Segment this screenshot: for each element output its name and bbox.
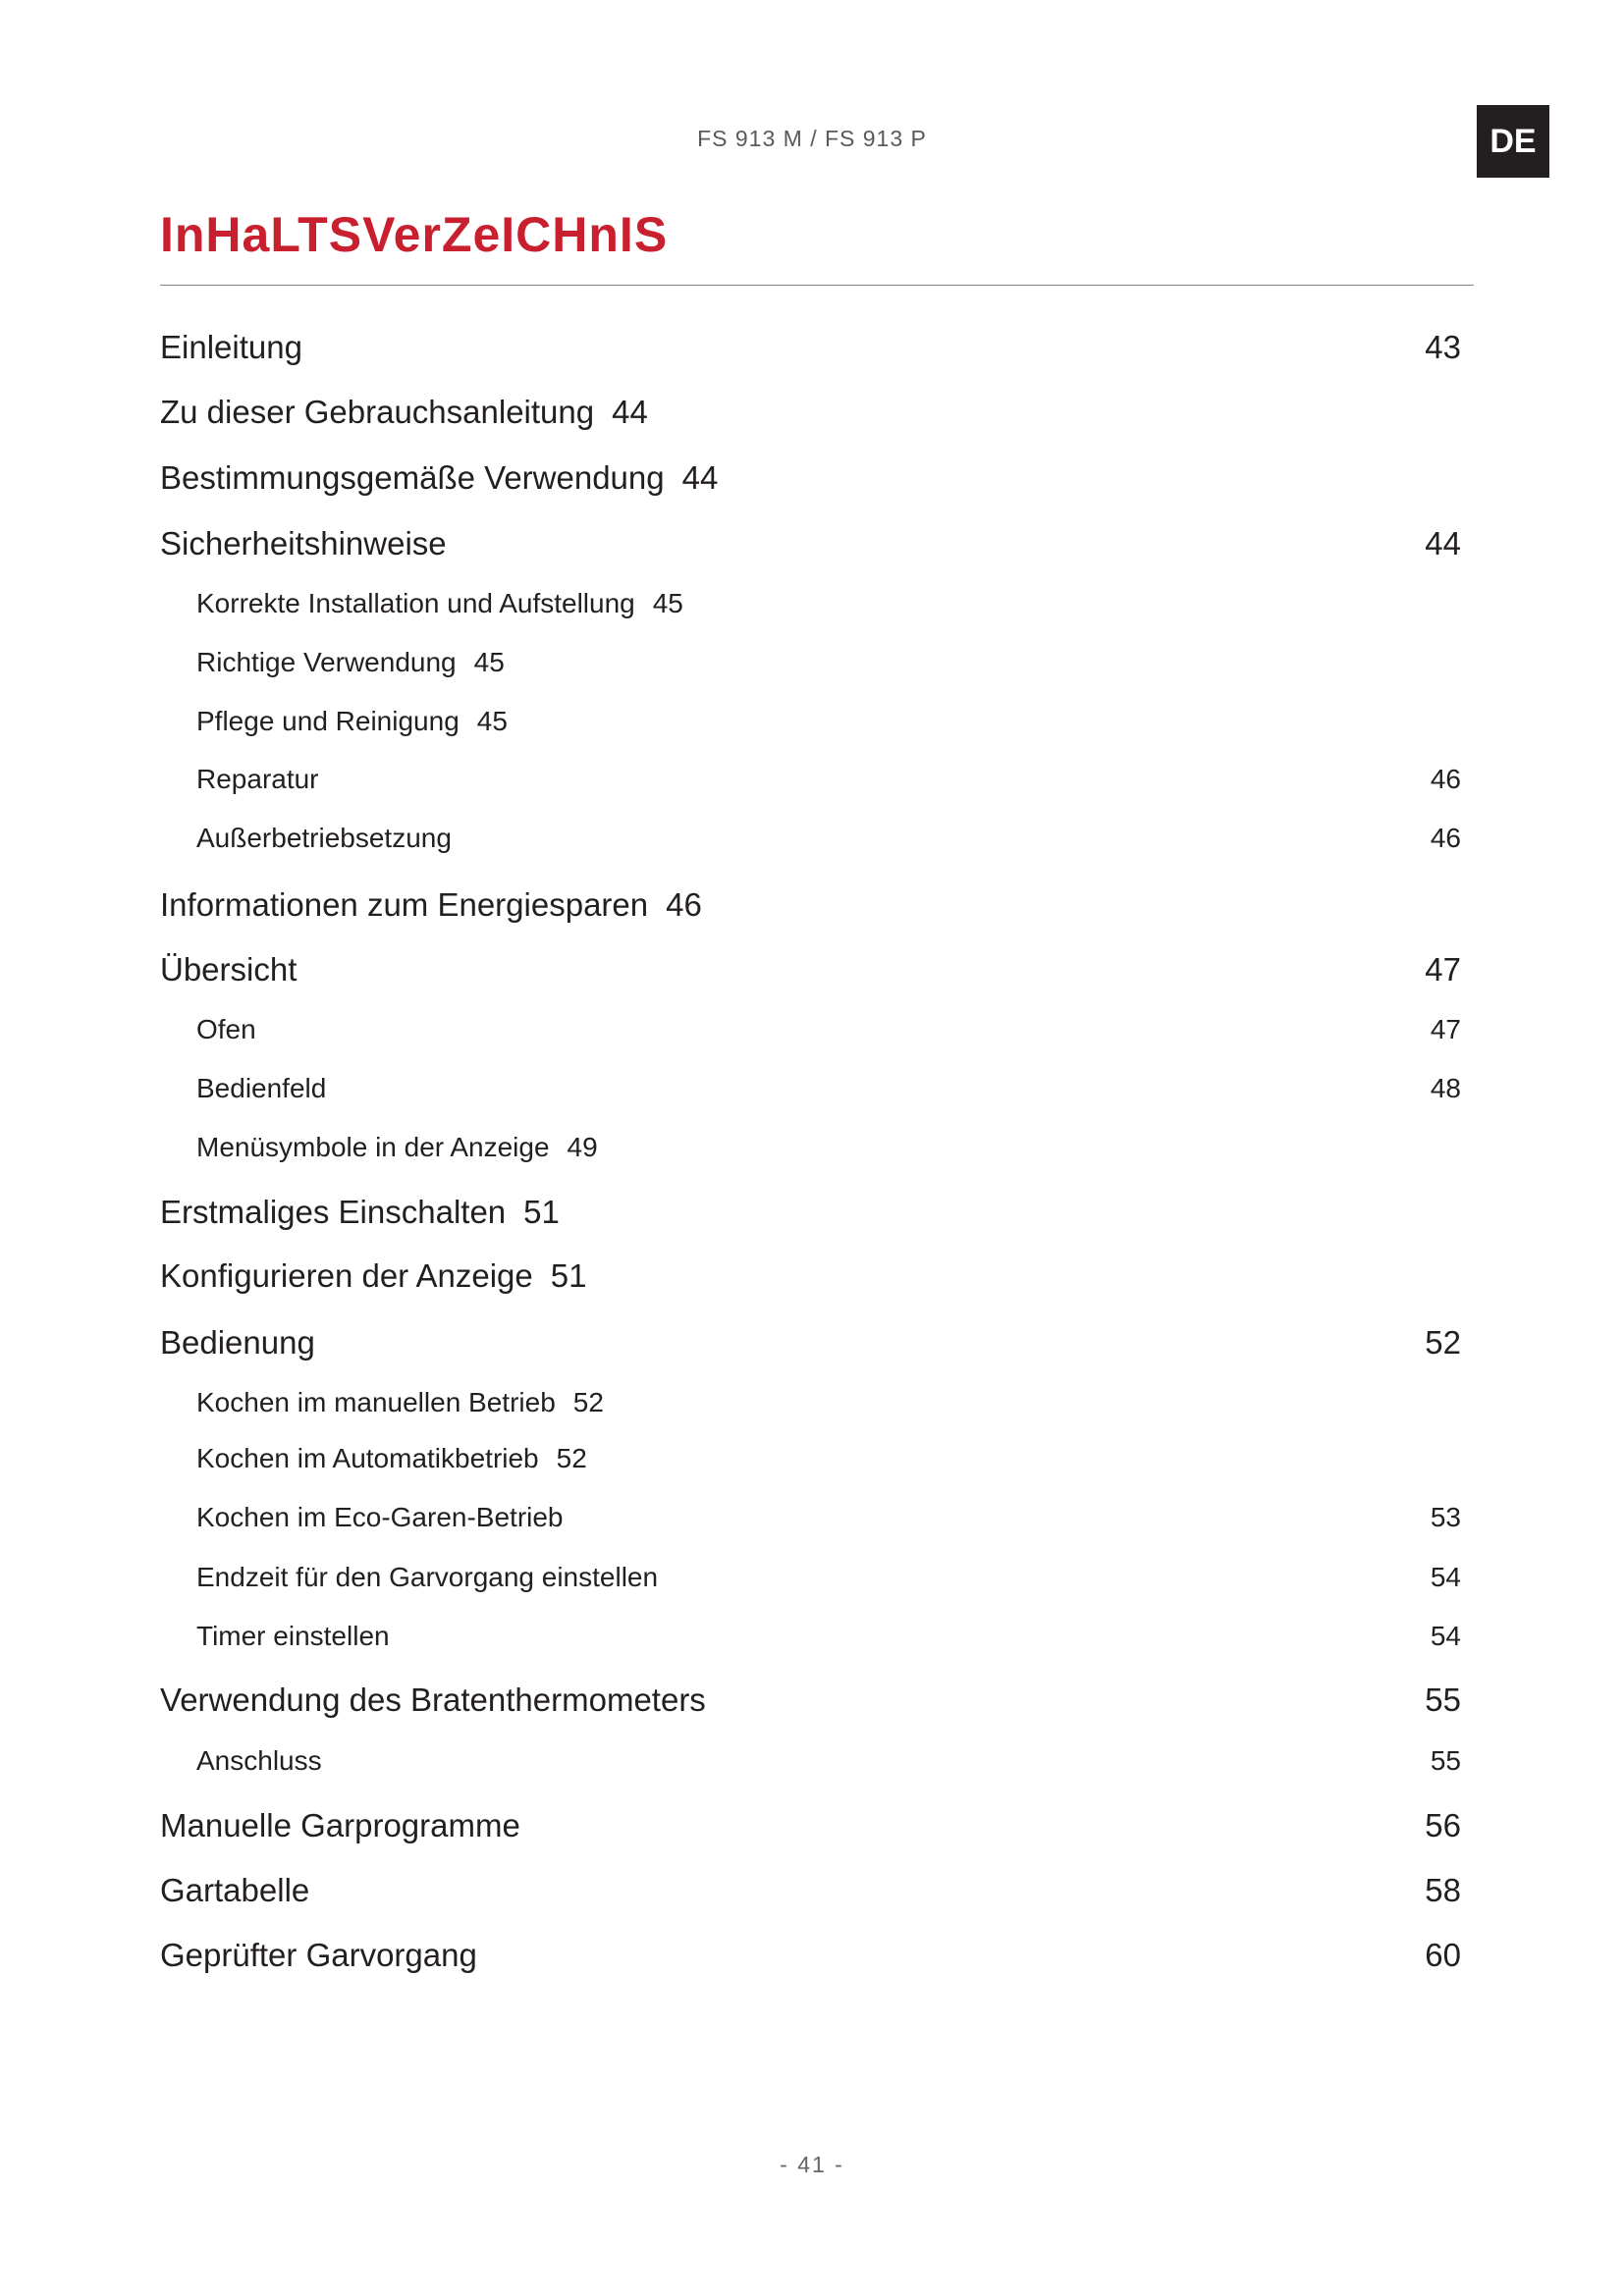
toc-label: Manuelle Garprogramme — [160, 1807, 520, 1843]
toc-label: Bedienung — [160, 1324, 315, 1361]
toc-page: 52 — [556, 1443, 587, 1473]
toc-entry[interactable] — [160, 1866, 1461, 1915]
toc-page: 51 — [550, 1257, 587, 1294]
toc-page: 46 — [666, 886, 702, 923]
toc-entry[interactable] — [160, 1801, 1461, 1850]
toc-page: 49 — [567, 1132, 598, 1162]
header-model: FS 913 M / FS 913 P — [697, 126, 927, 151]
toc-label: Bedienfeld — [196, 1073, 327, 1103]
toc-entry[interactable] — [160, 323, 1461, 372]
toc-page: 46 — [1430, 764, 1461, 794]
toc-label: Informationen zum Energiesparen — [160, 886, 649, 923]
toc-entry[interactable] — [196, 1064, 1461, 1113]
toc-page: 58 — [1425, 1872, 1461, 1908]
toc-label: Bestimmungsgemäße Verwendung — [160, 459, 665, 496]
toc-entry[interactable] — [160, 1931, 1461, 1980]
toc-entry[interactable] — [196, 1378, 604, 1427]
toc-entry[interactable] — [160, 1252, 586, 1301]
toc-label: Pflege und Reinigung — [196, 706, 460, 736]
toc-label: Kochen im Eco-Garen-Betrieb — [196, 1502, 564, 1532]
toc-entry[interactable] — [160, 945, 1461, 994]
toc-label: Timer einstellen — [196, 1621, 390, 1651]
toc-entry[interactable] — [160, 881, 702, 930]
page-number: - 41 - — [780, 2152, 844, 2177]
toc-entry[interactable] — [160, 1318, 1461, 1367]
toc-label: Außerbetriebsetzung — [196, 823, 452, 853]
toc-page: 54 — [1430, 1562, 1461, 1592]
toc-label: Menüsymbole in der Anzeige — [196, 1132, 550, 1162]
toc-page: 52 — [572, 1387, 604, 1417]
toc-label: Konfigurieren der Anzeige — [160, 1257, 533, 1294]
toc-entry[interactable] — [196, 1493, 1461, 1542]
language-badge: DE — [1477, 105, 1549, 178]
toc-page: 52 — [1425, 1324, 1461, 1361]
toc-entry[interactable] — [196, 1612, 1461, 1661]
toc-entry[interactable] — [196, 814, 1461, 863]
toc-page: 47 — [1430, 1014, 1461, 1044]
toc-label: Anschluss — [196, 1745, 322, 1776]
toc-page: 45 — [473, 647, 505, 677]
toc-entry[interactable] — [196, 1123, 598, 1172]
toc-label: Reparatur — [196, 764, 319, 794]
toc-page: 44 — [681, 459, 719, 496]
toc-page: 43 — [1425, 329, 1461, 365]
toc-entry[interactable] — [196, 1005, 1461, 1054]
toc-page: 47 — [1425, 951, 1461, 988]
toc-page: 60 — [1425, 1937, 1461, 1973]
page-title: InHaLTSVerZeICHnIS — [160, 207, 669, 262]
toc-page: 48 — [1430, 1073, 1461, 1103]
toc-label: Endzeit für den Garvorgang einstellen — [196, 1562, 659, 1592]
toc-entry[interactable] — [160, 388, 648, 437]
toc-label: Einleitung — [160, 329, 302, 365]
toc-page: 44 — [1425, 525, 1461, 561]
toc-page: 53 — [1430, 1502, 1461, 1532]
toc-page: 55 — [1425, 1682, 1461, 1718]
toc-entry[interactable] — [196, 638, 505, 687]
toc-label: Übersicht — [160, 951, 298, 988]
toc-entry[interactable] — [160, 454, 718, 503]
toc-label: Richtige Verwendung — [196, 647, 457, 677]
toc-page: 55 — [1430, 1745, 1461, 1776]
toc-label: Kochen im Automatikbetrieb — [196, 1443, 539, 1473]
toc-entry[interactable] — [160, 1676, 1461, 1725]
toc-entry[interactable] — [196, 1434, 587, 1483]
toc-page: 45 — [476, 706, 508, 736]
toc-page: 51 — [523, 1194, 560, 1230]
toc-label: Zu dieser Gebrauchsanleitung — [160, 394, 595, 430]
toc-entry[interactable] — [160, 519, 1461, 568]
toc-label: Geprüfter Garvorgang — [160, 1937, 477, 1973]
toc-entry[interactable] — [196, 1553, 1461, 1602]
toc-label: Kochen im manuellen Betrieb — [196, 1387, 556, 1417]
toc-entry[interactable] — [196, 697, 508, 746]
toc-label: Korrekte Installation und Aufstellung — [196, 588, 635, 618]
toc-entry[interactable] — [196, 755, 1461, 804]
toc-page: 54 — [1430, 1621, 1461, 1651]
toc-entry[interactable] — [160, 1188, 560, 1237]
toc-entry[interactable] — [196, 579, 683, 628]
toc-label: Verwendung des Bratenthermometers — [160, 1682, 706, 1718]
toc-page: 44 — [612, 394, 648, 430]
toc-label: Sicherheitshinweise — [160, 525, 447, 561]
toc-page: 56 — [1425, 1807, 1461, 1843]
toc-page: 46 — [1430, 823, 1461, 853]
toc-page: 45 — [652, 588, 683, 618]
toc-label: Gartabelle — [160, 1872, 310, 1908]
toc-entry[interactable] — [196, 1736, 1461, 1786]
toc-label: Ofen — [196, 1014, 256, 1044]
toc-label: Erstmaliges Einschalten — [160, 1194, 507, 1230]
